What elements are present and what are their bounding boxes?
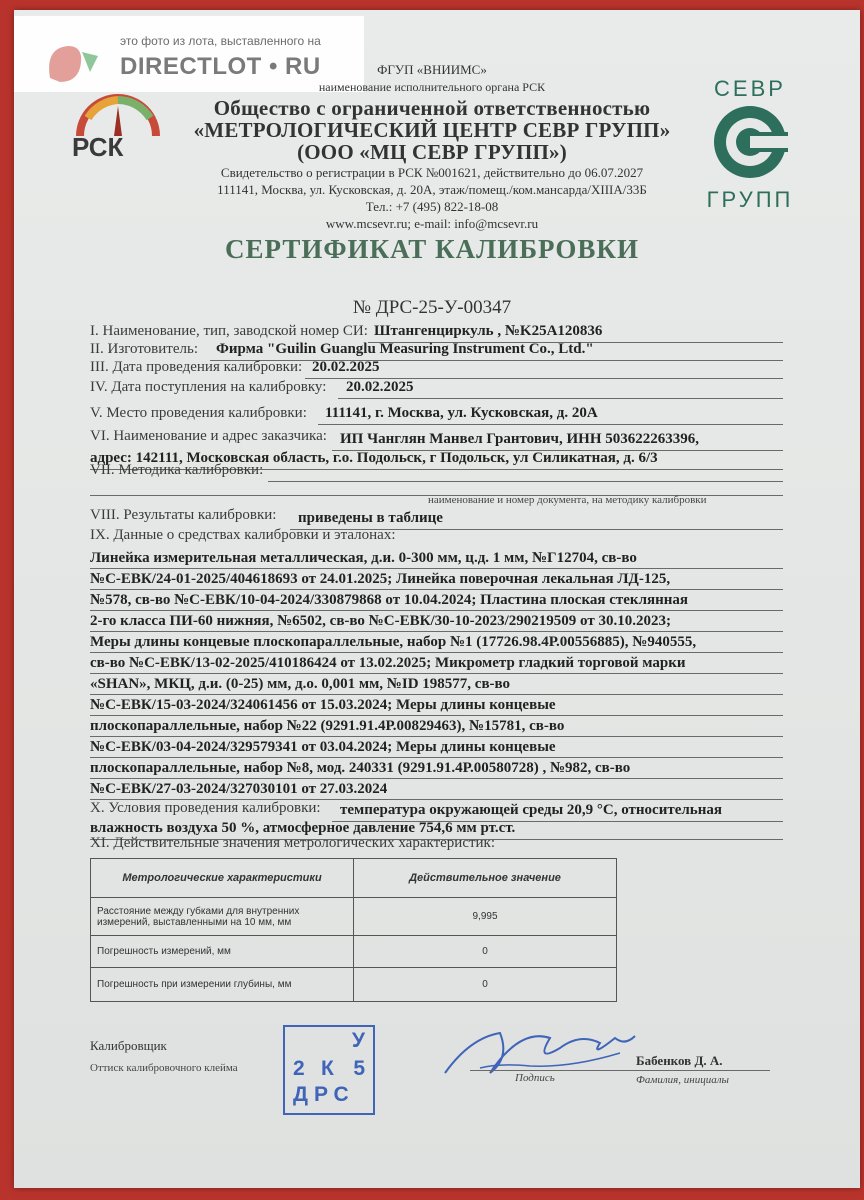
certificate-title: СЕРТИФИКАТ КАЛИБРОВКИ — [225, 234, 639, 264]
table-header-characteristic: Метрологические характеристики — [91, 859, 354, 898]
header-web: www.mcsevr.ru; e-mail: info@mcsevr.ru — [325, 216, 539, 231]
field-2-value: Фирма "Guilin Guanglu Measuring Instrument Co., Ltd." — [216, 341, 594, 357]
field-8-label: VIII. Результаты калибровки: — [90, 507, 277, 523]
field-7-line-1 — [268, 481, 783, 482]
rule — [90, 694, 783, 695]
watermark-brand: DIRECTLOT • RU — [120, 53, 321, 80]
field-1-label: I. Наименование, тип, заводской номер СИ: — [90, 323, 368, 339]
calibrator-name: Бабенков Д. А. — [636, 1053, 723, 1068]
calibration-stamp — [283, 1025, 375, 1115]
field-6-label: VI. Наименование и адрес заказчика: — [90, 428, 327, 444]
field-10-value-2: влажность воздуха 50 %, атмосферное давление 754,6 мм рт.ст. — [90, 820, 516, 836]
rule — [90, 778, 783, 779]
stamp-letter-u: У — [351, 1029, 365, 1052]
field-9-line: №578, св-во №С-ЕВК/10-04-2024/330879868 от 10.04.2024; Пластина плоская стеклянная — [90, 592, 689, 608]
field-9-line: Меры длины концевые плоскопараллельные, набор №1 (17726.98.4Р.00556885), №940555, — [90, 634, 697, 650]
table-cell-name: Расстояние между губками для внутренних измерений, выставленными на 10 мм, мм — [91, 898, 354, 936]
rule — [90, 652, 783, 653]
stamp-label: Оттиск калибровочного клейма — [90, 1062, 238, 1074]
header-org-caption: наименование исполнительного органа РСК — [318, 80, 546, 94]
sevr-top-text: СЕВР — [714, 76, 786, 101]
header-address: 111141, Москва, ул. Кусковская, д. 20А, этаж/помещ./ком.мансарда/XIIIА/33Б — [217, 182, 647, 197]
field-4-label: IV. Дата поступления на калибровку: — [90, 379, 327, 395]
signature-line — [470, 1070, 770, 1071]
table-cell-value: 0 — [354, 936, 617, 968]
table-cell-value: 9,995 — [354, 898, 617, 936]
field-9-line: св-во №С-ЕВК/13-02-2025/410186424 от 13.02.2025; Микрометр гладкий торговой марки — [90, 655, 686, 671]
header-phone: Тел.: +7 (495) 822-18-08 — [365, 199, 499, 214]
stamp-letter-k: К — [321, 1057, 334, 1080]
certificate-number: № ДРС-25-У-00347 — [352, 297, 512, 318]
calibrator-label: Калибровщик — [90, 1038, 167, 1053]
field-11-label: XI. Действительные значения метрологических характеристик: — [90, 835, 496, 851]
table-header-value: Действительное значение — [354, 859, 617, 898]
header-company-short: (ООО «МЦ СЕВР ГРУПП») — [297, 140, 567, 164]
field-9-line: №С-ЕВК/15-03-2024/324061456 от 15.03.2024; Меры длины концевые — [90, 697, 556, 713]
rule — [90, 631, 783, 632]
field-5-value: 111141, г. Москва, ул. Кусковская, д. 20А — [325, 405, 598, 421]
field-9-line: №С-ЕВК/27-03-2024/327030101 от 27.03.2024 — [90, 781, 388, 797]
table-row — [91, 936, 617, 968]
rule — [90, 673, 783, 674]
header-org: ФГУП «ВНИИМС» — [377, 62, 487, 77]
rule — [90, 757, 783, 758]
rule — [90, 589, 783, 590]
field-9-line: №С-ЕВК/24-01-2025/404618693 от 24.01.2025; Линейка поверочная лекальная ЛД-125, — [90, 571, 671, 587]
signature-caption: Подпись — [515, 1072, 555, 1084]
table-cell-name: Погрешность измерений, мм — [91, 936, 354, 968]
field-6-value-1: ИП Чанглян Манвел Грантович, ИНН 503622263396, — [340, 431, 700, 447]
stamp-digit-5: 5 — [353, 1057, 365, 1080]
table-row — [91, 898, 617, 936]
rule — [90, 715, 783, 716]
field-9-line: «SHAN», МКЦ, д.и. (0-25) мм, д.о. 0,001 мм, №ID 198577, св-во — [90, 676, 511, 692]
field-4-line — [338, 398, 783, 399]
field-9-line: плоскопараллельные, набор №22 (9291.91.4Р.00829463), №15781, св-во — [90, 718, 565, 734]
header-company-type: Общество с ограниченной ответственностью — [213, 96, 651, 120]
stamp-digit-2: 2 — [293, 1057, 305, 1080]
field-3-value: 20.02.2025 — [312, 359, 380, 375]
field-7-label: VII. Методика калибровки: — [90, 462, 264, 478]
header-registration: Свидетельство о регистрации в РСК №001621, действительно до 06.07.2027 — [220, 165, 644, 180]
rule — [90, 568, 783, 569]
field-1-value: Штангенциркуль , №K25A120836 — [374, 323, 603, 339]
sevr-bottom-text: ГРУПП — [706, 187, 794, 212]
name-caption: Фамилия, инициалы — [636, 1074, 729, 1086]
rule — [90, 736, 783, 737]
stamp-code: ДРС — [293, 1083, 355, 1106]
field-8-value: приведены в таблице — [298, 510, 443, 526]
field-5-label: V. Место проведения калибровки: — [90, 405, 307, 421]
field-10-label: X. Условия проведения калибровки: — [90, 800, 321, 816]
field-10-value-1: температура окружающей среды 20,9 °С, относительная — [340, 802, 722, 818]
table-row — [91, 968, 617, 1002]
table-cell-value: 0 — [354, 968, 617, 1002]
field-9-line: Линейка измерительная металлическая, д.и. 0-300 мм, ц.д. 1 мм, №Г12704, св-во — [90, 550, 637, 566]
field-9-label: IX. Данные о средствах калибровки и эталонах: — [90, 527, 396, 543]
watermark-note: это фото из лота, выставленного на — [120, 34, 321, 48]
rsk-brand-text: РСК — [72, 132, 124, 162]
field-3-label: III. Дата проведения калибровки: — [90, 359, 303, 375]
field-2-label: II. Изготовитель: — [90, 341, 199, 357]
field-9-line: плоскопараллельные, набор №8, мод. 240331 (9291.91.4Р.00580728) , №982, св-во — [90, 760, 631, 776]
field-6-value-2: адрес: 142111, Московская область, г.о. Подольск, г Подольск, ул Силикатная, д. 6/3 — [90, 450, 658, 466]
table-header-row — [91, 859, 617, 898]
field-9-line: 2-го класса ПИ-60 нижняя, №6502, св-во №С-ЕВК/30-10-2023/290219509 от 30.10.2023; — [90, 613, 671, 629]
table-cell-name: Погрешность при измерении глубины, мм — [91, 968, 354, 1002]
field-7-hint: наименование и номер документа, на методику калибровки — [428, 494, 707, 506]
field-4-value: 20.02.2025 — [346, 379, 414, 395]
rule — [90, 610, 783, 611]
field-9-line: №С-ЕВК/03-04-2024/329579341 от 03.04.2024; Меры длины концевые — [90, 739, 556, 755]
results-table — [90, 858, 617, 1002]
header-company-name: «МЕТРОЛОГИЧЕСКИЙ ЦЕНТР СЕВР ГРУПП» — [193, 118, 671, 142]
field-5-line — [318, 424, 783, 425]
